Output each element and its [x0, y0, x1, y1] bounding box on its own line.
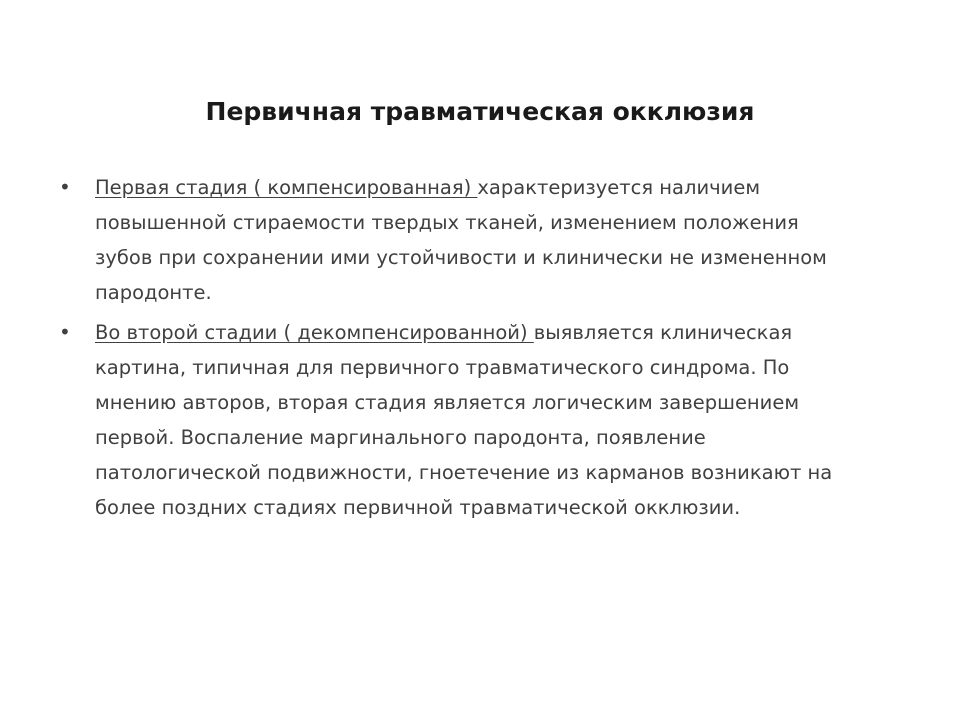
- bullet-text: выявляется клиническая картина, типичная для первичного травматического синдрома. По мнению авторов, вторая стадия является логическим завершением первой. Воспаление маргинального пародонта, появление патологической подвижности, гноетечение из карманов возникают на более поздних стадиях первичной травматической окклюзии.: [95, 321, 833, 519]
- bullet-list: [59, 170, 835, 530]
- bullet-item-stage-1: [59, 170, 835, 310]
- bullet-text: характеризуется наличием повышенной стираемости твердых тканей, изменением положения зубов при сохранении ими устойчивости и клинически не измененном пародонте.: [95, 176, 827, 304]
- slide-title: Первичная травматическая окклюзия: [205, 97, 755, 126]
- bullet-item-stage-2: [59, 315, 835, 525]
- bullet-lead-underlined: Во второй стадии ( декомпенсированной): [95, 321, 534, 344]
- bullet-dot-icon: •: [59, 320, 71, 344]
- bullet-dot-icon: •: [59, 175, 71, 199]
- bullet-lead-underlined: Первая стадия ( компенсированная): [95, 176, 478, 199]
